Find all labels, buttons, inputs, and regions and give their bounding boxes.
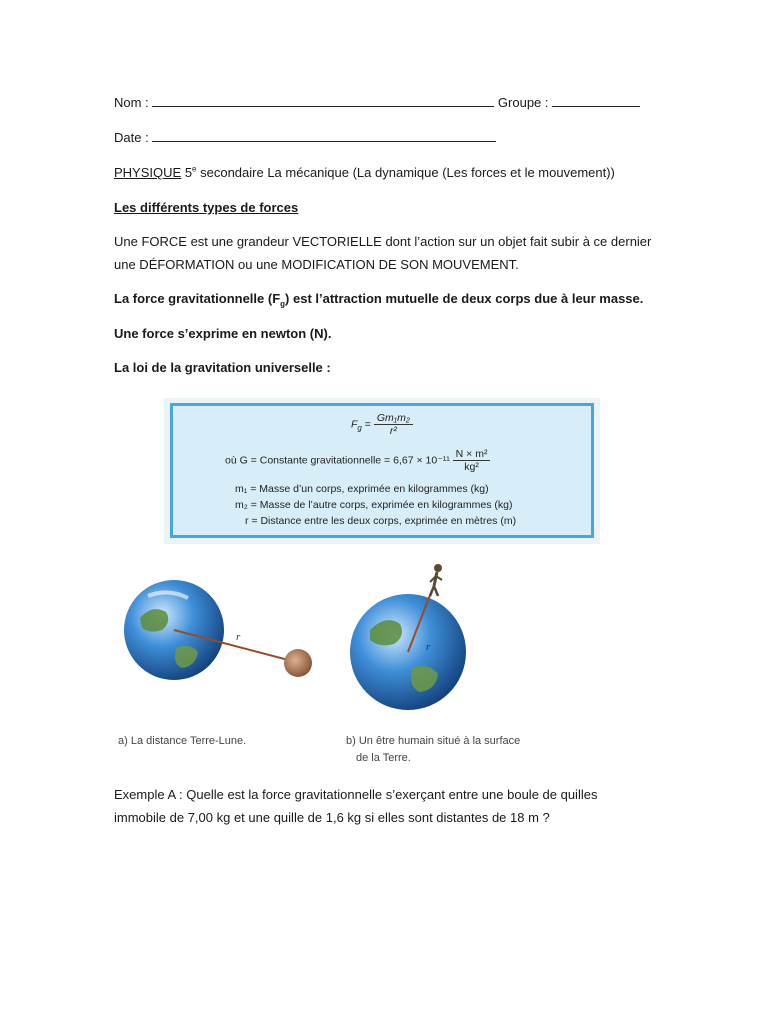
unit-line: Une force s’exprime en newton (N). (114, 326, 332, 341)
human-icon (430, 564, 442, 596)
law-title: La loi de la gravitation universelle : (114, 360, 331, 375)
gravity-def-part1: La force gravitationnelle (F (114, 291, 281, 306)
formula-g-unit-num: N × m² (453, 448, 491, 461)
moon-icon (284, 649, 312, 677)
formula-m1: m₁ = Masse d’un corps, exprimée en kilogrammes (kg) (235, 483, 489, 495)
gravity-definition (114, 290, 643, 308)
formula-r: r = Distance entre les deux corps, exprimée en mètres (m) (245, 515, 517, 527)
caption-b-line2: de la Terre. (356, 752, 411, 764)
formula-m2: m₂ = Masse de l’autre corps, exprimée en kilogrammes (kg) (235, 499, 513, 511)
name-line (114, 94, 640, 112)
formula-main: $F_g$ = $\frac{\text{Gm₁m₂}}{\text{r²}}$ (351, 412, 413, 437)
course-subject: PHYSIQUE (114, 165, 182, 180)
course-level-sup: e (192, 164, 197, 174)
caption-b-line1: b) Un être humain situé à la surface (346, 735, 521, 747)
formula-g-line (225, 448, 490, 473)
formula-numerator: Gm₁m₂ (374, 412, 413, 425)
course-line (114, 164, 615, 182)
formula-denominator: r² (389, 425, 397, 437)
example-a: Exemple A : Quelle est la force gravitationnelle s’exerçant entre une boule de quilles immobile de 7,00 kg et une quille de 1,6 kg si elles sont distantes de 18 m ? (114, 787, 598, 825)
course-rest: secondaire La mécanique (La dynamique (Les forces et le mouvement)) (196, 165, 615, 180)
label-r-a: r (236, 631, 241, 643)
nom-label: Nom : (114, 95, 149, 110)
date-label: Date : (114, 130, 149, 145)
course-level: 5 (184, 165, 193, 180)
gravity-def-sub: g (280, 299, 286, 309)
groupe-label: Groupe : (497, 95, 549, 110)
formula-box (170, 403, 594, 538)
label-r-b: r (426, 641, 431, 653)
groupe-blank[interactable] (552, 94, 640, 107)
formula-fraction (374, 412, 413, 437)
formula-lhs-sub: g (357, 423, 362, 433)
force-definition: Une FORCE est une grandeur VECTORIELLE dont l’action sur un objet fait subir à ce dernier une DÉFORMATION ou une MODIFICATION DE SON MOUVEMENT. (114, 234, 652, 272)
date-blank[interactable] (152, 129, 496, 142)
caption-a: a) La distance Terre-Lune. (118, 735, 247, 747)
date-line (114, 129, 496, 147)
earth-moon-figure (118, 578, 328, 698)
formula-g-unit (453, 448, 491, 473)
nom-blank[interactable] (152, 94, 494, 107)
formula-lhs: F (351, 418, 358, 431)
section-title: Les différents types de forces (114, 200, 299, 215)
formula-g-def: où G = Constante gravitationnelle = 6,67 × 10⁻¹¹ (225, 454, 450, 467)
gravity-def-part2: ) est l’attraction mutuelle de deux corps due à leur masse. (285, 291, 644, 306)
earth-human-figure (346, 560, 486, 710)
formula-g-unit-den: kg² (464, 461, 479, 473)
